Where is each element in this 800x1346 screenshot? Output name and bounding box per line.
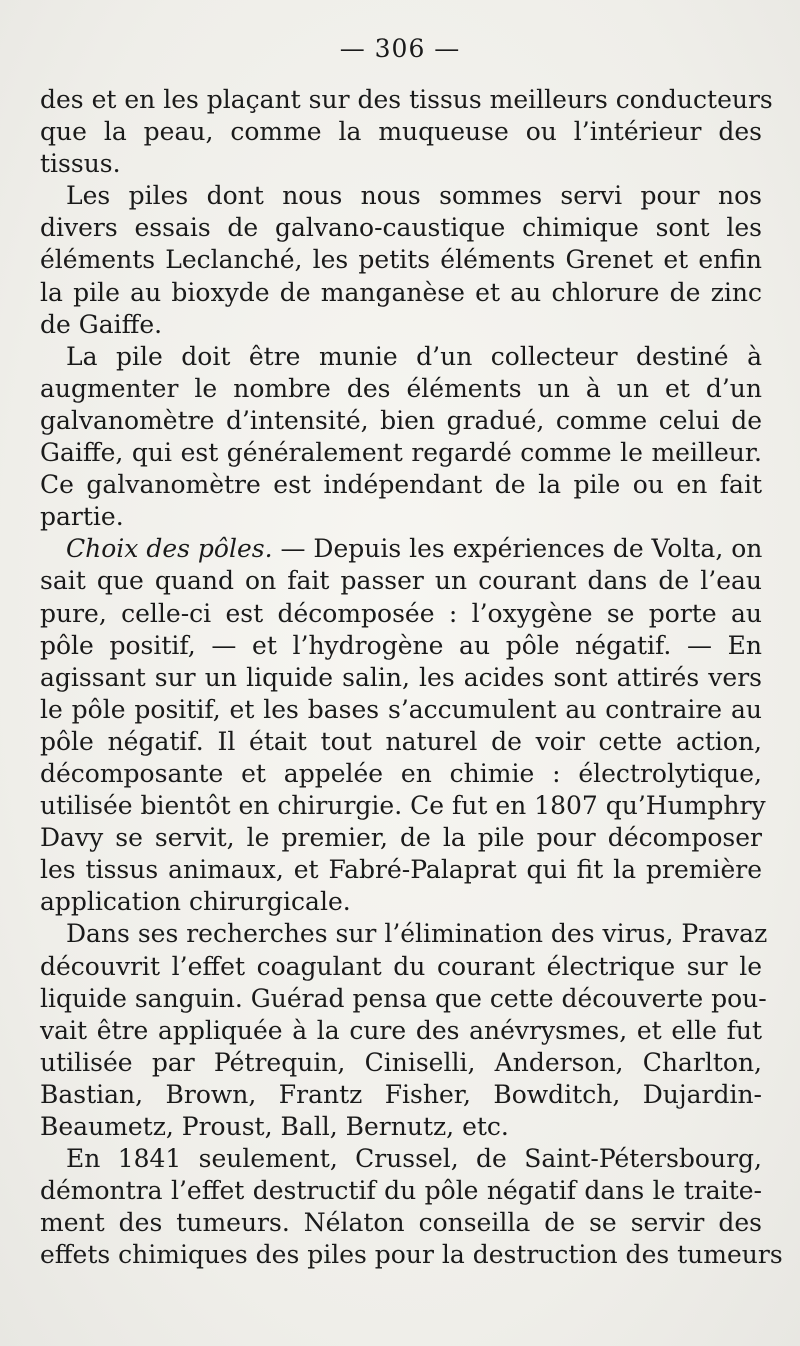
heading-line-text: — Depuis les expériences de Volta, on: [272, 534, 763, 564]
text-line: vait être appliquée à la cure des anévrysmes, et elle fut: [40, 1015, 762, 1045]
text-line: agissant sur un liquide salin, les acides sont attirés vers: [40, 662, 762, 692]
text-line: la pile au bioxyde de manganèse et au chlorure de zinc: [40, 277, 762, 307]
text-line: ment des tumeurs. Nélaton conseilla de se servir des: [40, 1208, 762, 1238]
text-line: pôle négatif. Il était tout naturel de voir cette action,: [40, 726, 762, 756]
text-line: pôle positif, — et l’hydrogène au pôle négatif. — En: [40, 630, 762, 660]
text-line: découvrit l’effet coagulant du courant électrique sur le: [40, 951, 762, 981]
text-line: des et en les plaçant sur des tissus meilleurs conducteurs: [40, 85, 773, 114]
text-line: tissus.: [40, 149, 121, 179]
text-line: Dans ses recherches sur l’élimination des virus, Pravaz: [66, 919, 768, 949]
section-heading: Choix des pôles.: [66, 534, 273, 564]
text-line: application chirurgicale.: [40, 887, 351, 917]
text-line: démontra l’effet destructif du pôle négatif dans le traite-: [40, 1176, 762, 1206]
text-line: Ce galvanomètre est indépendant de la pile ou en fait: [40, 470, 762, 500]
paragraph: [40, 918, 768, 1143]
page-number: — 306 —: [339, 34, 461, 63]
text-line: Gaiffe, qui est généralement regardé comme le meilleur.: [40, 438, 762, 468]
text-line: sait que quand on fait passer un courant dans de l’eau: [40, 566, 762, 596]
text-line: Beaumetz, Proust, Ball, Bernutz, etc.: [40, 1112, 509, 1141]
text-line: divers essais de galvano-caustique chimique sont les: [40, 213, 762, 243]
text-line: La pile doit être munie d’un collecteur destiné à: [66, 341, 762, 371]
text-line: le pôle positif, et les bases s’accumulent au contraire au: [40, 694, 762, 724]
text-line: de Gaiffe.: [40, 309, 163, 339]
paragraph: [40, 1143, 783, 1271]
text-line: Les piles dont nous nous sommes servi pour nos: [66, 181, 762, 211]
text-line: augmenter le nombre des éléments un à un et d’un: [40, 373, 762, 403]
text-line: partie.: [40, 502, 124, 532]
paragraph: [40, 180, 762, 340]
text-line: Davy se servit, le premier, de la pile pour décomposer: [40, 823, 762, 853]
text-line: les tissus animaux, et Fabré-Palaprat qui fit la première: [40, 855, 762, 885]
text-line: galvanomètre d’intensité, bien gradué, comme celui de: [40, 405, 762, 435]
text-line: utilisée par Pétrequin, Ciniselli, Anderson, Charlton,: [40, 1047, 762, 1077]
text-line: décomposante et appelée en chimie : électrolytique,: [40, 758, 762, 788]
paragraph: [40, 341, 762, 534]
text-line: Bastian, Brown, Frantz Fisher, Bowditch, Dujardin-: [40, 1079, 762, 1109]
text-line: liquide sanguin. Guérad pensa que cette découverte pou-: [40, 983, 767, 1013]
text-line: éléments Leclanché, les petits éléments Grenet et enfin: [40, 245, 762, 275]
text-line: En 1841 seulement, Crussel, de Saint-Pétersbourg,: [66, 1144, 762, 1174]
text-line: [40, 533, 762, 565]
text-line: pure, celle-ci est décomposée : l’oxygène se porte au: [40, 598, 762, 628]
body-text: [40, 84, 783, 1271]
paragraph: [40, 533, 766, 918]
text-line: utilisée bientôt en chirurgie. Ce fut en 1807 qu’Humphry: [40, 791, 766, 821]
text-line: que la peau, comme la muqueuse ou l’intérieur des: [40, 117, 762, 147]
paragraph: [40, 84, 773, 180]
text-line: effets chimiques des piles pour la destruction des tumeurs: [40, 1240, 783, 1270]
